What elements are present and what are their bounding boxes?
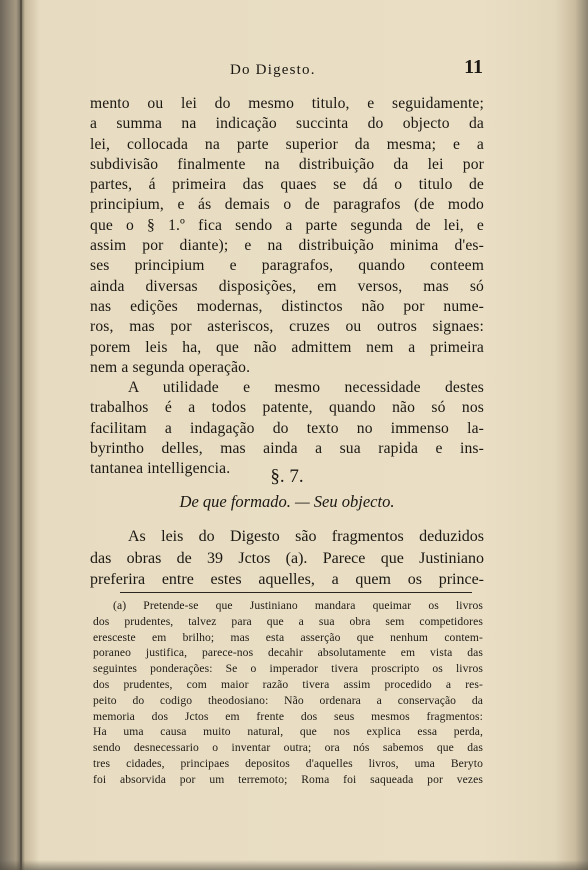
- footnote-rule: [120, 592, 472, 593]
- footnote-line: tres cidades, principaes depositos d'aquelles livros, uma Beryto: [93, 756, 483, 770]
- paragraph-2: [90, 378, 484, 479]
- running-head: Do Digesto.: [230, 62, 316, 78]
- text-line: assim por diante); e na distribuição minima d'es-: [90, 237, 484, 255]
- footnote-line: seguintes ponderações: Se o imperador tivera proscripto os livros: [93, 662, 483, 676]
- text-line: subdivisão finalmente na distribuição da lei por: [90, 155, 484, 173]
- paragraph-3: [90, 526, 484, 591]
- text-line: preferira entre estes aquelles, a quem os prince-: [90, 571, 484, 588]
- footnote-line: dos prudentes, com maior razão tivera assim procedido a res-: [93, 677, 483, 691]
- text-line: mento ou lei do mesmo titulo, e seguidamente;: [90, 95, 484, 112]
- text-line: byrintho delles, mas ainda a sua rapida e ins-: [90, 440, 484, 458]
- page-bottom-shadow: [0, 860, 588, 870]
- text-line: que o § 1.º fica sendo a parte segunda de lei, e: [90, 216, 484, 234]
- page-header: [90, 56, 490, 80]
- text-line: trabalhos é a todos patente, quando não só nos: [90, 399, 484, 417]
- text-line: nas edições modernas, distinctos não por nume-: [90, 297, 484, 315]
- footnote: [93, 598, 483, 788]
- text-line: As leis do Digesto são fragmentos deduzidos: [128, 528, 484, 545]
- footnote-line: peito do codigo theodosiano: Não ordenara a conservação da: [93, 693, 483, 707]
- text-line: nem a segunda operação.: [90, 358, 251, 376]
- footnote-line: Ha uma causa muito natural, que nos explica essa perda,: [93, 725, 483, 739]
- text-line: ses principium e paragrafos, quando conteem: [90, 257, 484, 275]
- text-line: A utilidade e mesmo necessidade destes: [128, 379, 484, 397]
- paragraph-1: [90, 94, 484, 378]
- text-line: porem leis ha, que não admittem nem a primeira: [90, 338, 484, 356]
- footnote-line: dos prudentes, talvez para que a sua obra sem competidores: [93, 614, 483, 628]
- footnote-line: memoria dos Jctos em frente dos seus mesmos fragmentos:: [93, 709, 483, 723]
- text-line: ros, mas por asteriscos, cruzes ou outros signaes:: [90, 318, 484, 336]
- text-line: ainda diversas disposições, em versos, mas só: [90, 277, 484, 295]
- footnote-line: poraneo justifica, parece-nos decahir absolutamente em vista das: [93, 646, 483, 660]
- text-line: facilitam a indagação do texto no immenso la-: [90, 419, 484, 437]
- footnote-line: (a) Pretende-se que Justiniano mandara queimar os livros: [113, 599, 483, 612]
- page-number: 11: [464, 56, 483, 78]
- text-line: a summa na indicação succinta do objecto da: [90, 115, 484, 133]
- footnote-line: eresceste em brilho; mas esta asserção que nenhum contem-: [93, 630, 483, 644]
- text-line: tantanea intelligencia.: [90, 460, 231, 478]
- text-line: das obras de 39 Jctos (a). Parece que Justiniano: [90, 549, 484, 567]
- text-line: lei, collocada na parte superior da mesma; e a: [90, 135, 484, 153]
- footnote-line: sendo desnecessario o inventar outra; ora nós sabemos que das: [93, 741, 483, 755]
- section-title: De que formado. — Seu objecto.: [179, 492, 395, 511]
- footnote-line: foi absorvida por um terremoto; Roma foi saqueada por vezes: [93, 772, 483, 786]
- text-line: partes, á primeira das quaes se dá o titulo de: [90, 176, 484, 194]
- page-gutter-edge: [20, 0, 22, 870]
- main-text: [90, 94, 484, 480]
- text-line: principium, e ás demais o de paragrafos (de modo: [90, 196, 484, 214]
- section-number: §. 7.: [270, 466, 304, 487]
